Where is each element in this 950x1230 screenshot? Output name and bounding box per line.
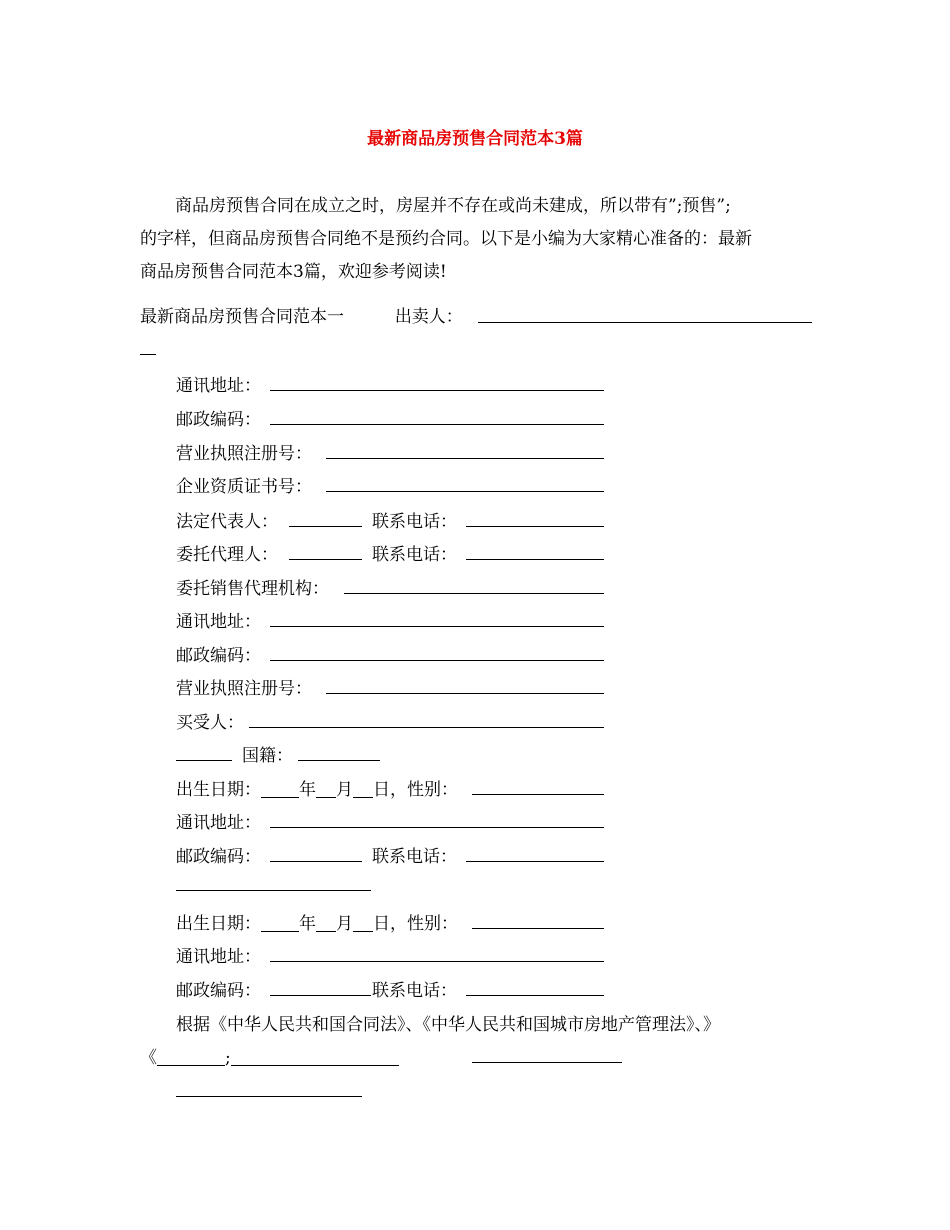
seller-blank <box>478 322 812 323</box>
agency-license-label: 营业执照注册号： <box>176 679 312 699</box>
seller-license-blank <box>326 458 604 459</box>
year-label: 年 <box>299 914 316 934</box>
intro-line-1: 商品房预售合同在成立之时，房屋并不存在或尚未建成，所以带有”;预售”; <box>175 196 731 216</box>
sales-agency-label: 委托销售代理机构： <box>176 579 329 599</box>
intro-line-3: 商品房预售合同范本3篇，欢迎参考阅读! <box>140 262 447 282</box>
seller-license-label: 营业执照注册号： <box>176 444 312 464</box>
buyer2-address-blank <box>270 961 604 962</box>
agent-phone-blank <box>466 559 604 560</box>
agent-blank <box>289 559 362 560</box>
birth-date-label: 出生日期： <box>176 914 261 934</box>
document-title: 最新商品房预售合同范本3篇 <box>367 129 583 149</box>
agency-address-label: 通讯地址： <box>176 612 261 632</box>
agency-postcode-label: 邮政编码： <box>176 646 261 666</box>
basis-blank-2 <box>472 1062 622 1063</box>
section-heading-row <box>140 302 463 327</box>
month-label: 月 <box>336 780 353 800</box>
seller-postcode-label: 邮政编码： <box>176 410 261 430</box>
seller-blank-continued <box>140 354 156 355</box>
buyer2-phone-label: 联系电话： <box>372 981 457 1001</box>
semicolon: ; <box>225 1048 231 1068</box>
legal-basis-line: 根据《中华人民共和国合同法》、《中华人民共和国城市房地产管理法》、》 <box>176 1015 720 1035</box>
legal-basis-continued <box>140 1043 399 1068</box>
seller-address-blank <box>270 390 604 391</box>
buyer-address-blank <box>270 827 604 828</box>
year-label: 年 <box>299 780 316 800</box>
buyer2-address-label: 通讯地址： <box>176 947 261 967</box>
buyer-blank <box>249 727 604 728</box>
buyer-postcode-blank <box>270 861 362 862</box>
buyer-phone-label: 联系电话： <box>372 847 457 867</box>
intro-paragraph <box>140 190 812 289</box>
seller-phone-label: 联系电话： <box>372 512 457 532</box>
second-buyer-blank <box>176 890 371 891</box>
birth-date-row-1 <box>176 775 458 800</box>
buyer-blank-continued <box>176 760 232 761</box>
seller-postcode-blank <box>270 424 604 425</box>
buyer-address-label: 通讯地址： <box>176 813 261 833</box>
agency-license-blank <box>326 693 604 694</box>
seller-address-label: 通讯地址： <box>176 376 261 396</box>
day-gender-label: 日，性别： <box>373 914 458 934</box>
section-heading: 最新商品房预售合同范本一 <box>140 307 344 327</box>
buyer2-phone-blank <box>466 995 604 996</box>
seller-qualification-label: 企业资质证书号： <box>176 477 312 497</box>
day-gender-label: 日，性别： <box>373 780 458 800</box>
agent-phone-label: 联系电话： <box>372 545 457 565</box>
basis-blank-3 <box>176 1096 362 1097</box>
month-label: 月 <box>336 914 353 934</box>
sales-agency-blank <box>344 593 604 594</box>
buyer-label: 买受人： <box>176 713 244 733</box>
agency-address-blank <box>270 626 604 627</box>
open-quote: 《 <box>140 1048 157 1068</box>
seller-qualification-blank <box>326 491 604 492</box>
legal-rep-label: 法定代表人： <box>176 512 278 532</box>
seller-phone-blank <box>466 526 604 527</box>
agent-label: 委托代理人： <box>176 545 278 565</box>
gender-blank-1 <box>472 794 604 795</box>
buyer-postcode-label: 邮政编码： <box>176 847 261 867</box>
buyer2-postcode-label: 邮政编码： <box>176 981 261 1001</box>
nationality-label: 国籍： <box>242 746 293 766</box>
buyer-phone-blank <box>466 861 604 862</box>
agency-postcode-blank <box>270 660 604 661</box>
seller-label: 出卖人： <box>394 307 463 327</box>
gender-blank-2 <box>472 928 604 929</box>
intro-line-2: 的字样，但商品房预售合同绝不是预约合同。以下是小编为大家精心准备的：最新 <box>140 229 752 249</box>
buyer2-postcode-blank <box>270 995 371 996</box>
birth-date-label: 出生日期： <box>176 780 261 800</box>
birth-date-row-2 <box>176 909 458 934</box>
legal-rep-blank <box>289 526 362 527</box>
nationality-blank <box>298 760 380 761</box>
